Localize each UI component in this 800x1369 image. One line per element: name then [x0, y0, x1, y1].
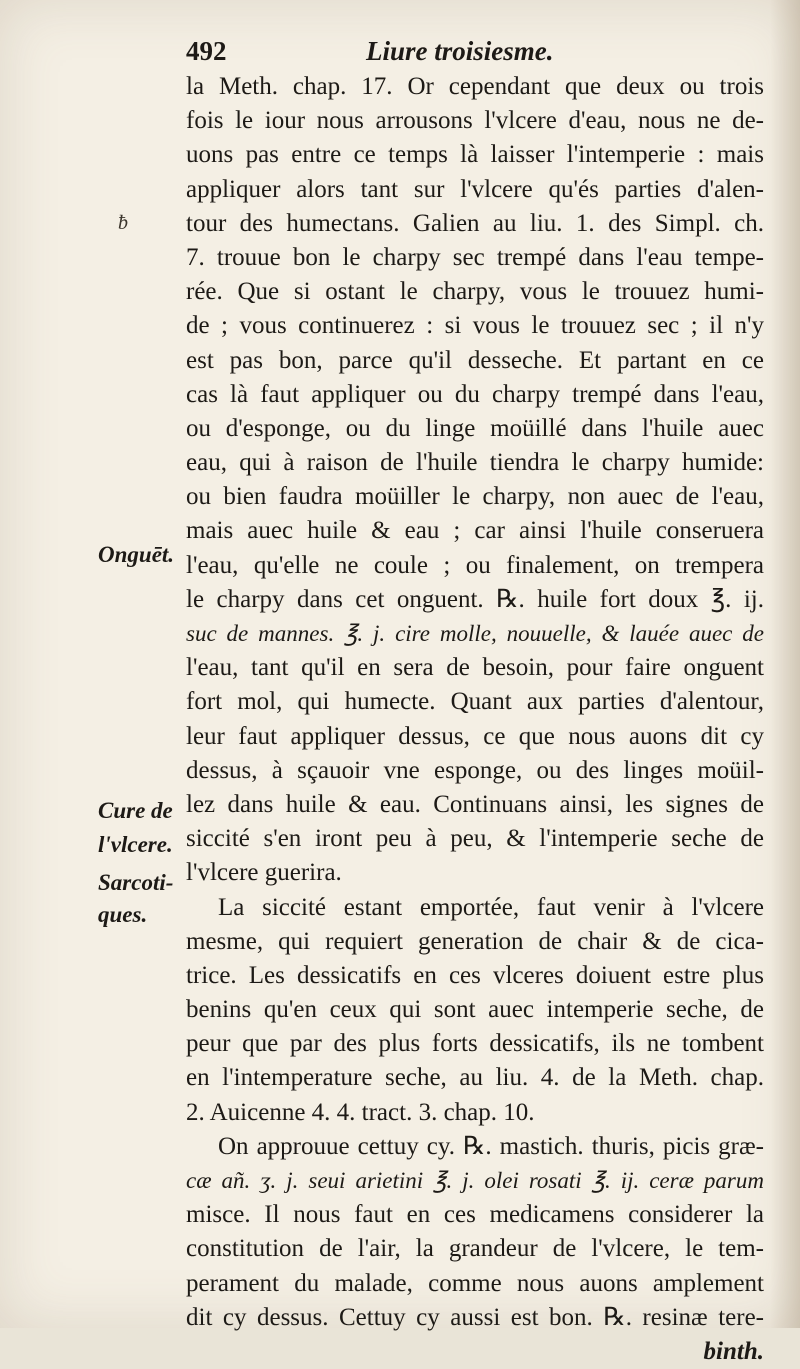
text-line: est pas bon, parce qu'il desseche. Et partant en ce [186, 346, 764, 374]
text-line: misce. Il nous faut en ces medicamens considerer la [186, 1201, 764, 1229]
text-line: La siccité estant emportée, faut venir à l'vlcere [218, 893, 764, 921]
text-line: benins qu'en ceux qui sont auec intemperie seche, de [186, 996, 764, 1024]
text-line: eau, qui à raison de l'huile tiendra le charpy humide: [186, 449, 764, 477]
text-line: en l'intemperature seche, au liu. 4. de la Meth. chap. [186, 1064, 764, 1092]
text-line: peur que par des plus forts dessicatifs, ils ne tombent [186, 1030, 764, 1058]
text-line: fois le iour nous arrousons l'vlcere d'eau, nous ne de- [186, 107, 764, 135]
text-line: lez dans huile & eau. Continuans ainsi, les signes de [186, 790, 764, 818]
text-line: mesme, qui requiert generation de chair & de cica- [186, 927, 764, 955]
catchword: binth. [703, 1337, 764, 1365]
text-line: constitution de l'air, la grandeur de l'vlcere, le tem- [186, 1235, 764, 1263]
text-line: l'eau, qu'elle ne coule ; ou finalement, on trempera [186, 551, 764, 579]
text-line: dit cy dessus. Cettuy cy aussi est bon. ℞. resinæ tere- [186, 1303, 764, 1331]
text-line: la Meth. chap. 17. Or cependant que deux ou trois [186, 73, 764, 100]
text-line: uons pas entre ce temps là laisser l'intemperie : mais [186, 141, 764, 169]
marginal-mark: ƀ [118, 212, 128, 234]
text-line: fort mol, qui humecte. Quant aux parties d'alentour, [186, 688, 764, 716]
text-line: tour des humectans. Galien au liu. 1. des Simpl. ch. [186, 209, 764, 237]
margin-note-cure-de: Cure de [98, 798, 173, 823]
text-line: siccité s'en iront peu à peu, & l'intemperie seche de [186, 825, 764, 853]
text-line: rée. Que si ostant le charpy, vous le trouuez humi- [186, 278, 764, 306]
text-line: de ; vous continuerez : si vous le trouuez sec ; il n'y [186, 312, 764, 340]
text-line: l'vlcere guerira. [186, 859, 342, 887]
text-line: 7. trouue bon le charpy sec trempé dans l'eau tempe- [186, 243, 764, 271]
text-line: ou bien faudra moüiller le charpy, non auec de l'eau, [186, 483, 764, 511]
text-line: suc de mannes. ℥. j. cire molle, nouuelle, & lauée auec de [186, 621, 764, 646]
text-line: cæ añ. ʒ. j. seui arietini ℥. j. olei rosati ℥. ij. ceræ parum [186, 1168, 764, 1193]
page-number: 492 [186, 36, 227, 66]
body-text [186, 70, 764, 1369]
text-line: ou d'esponge, ou du linge moüillé dans l'huile auec [186, 414, 764, 442]
text-line: trice. Les dessicatifs en ces vlceres doiuent estre plus [186, 961, 764, 989]
margin-note-onguent: Onguēt. [98, 542, 175, 567]
text-line: 2. Auicenne 4. 4. tract. 3. chap. 10. [186, 1098, 535, 1126]
text-line: On approuue cettuy cy. ℞. mastich. thuris, picis græ- [218, 1132, 764, 1160]
text-line: le charpy dans cet onguent. ℞. huile fort doux ℥. ij. [186, 585, 764, 613]
text-line: dessus, à sçauoir vne esponge, ou des linges moüil- [186, 756, 764, 784]
margin-note-lulcere: l'vlcere. [98, 832, 173, 857]
text-line: perament du malade, comme nous auons amplement [186, 1269, 764, 1297]
margin-note-ques: ques. [98, 902, 148, 927]
text-line: cas là faut appliquer ou du charpy trempé dans l'eau, [186, 380, 764, 408]
margin-note-sarcoti: Sarcoti- [98, 870, 174, 895]
text-line: appliquer alors tant sur l'vlcere qu'és parties d'alen- [186, 175, 764, 203]
running-title: Liure troisiesme. [366, 36, 554, 66]
text-line: l'eau, tant qu'il en sera de besoin, pour faire onguent [186, 654, 764, 682]
text-line: mais auec huile & eau ; car ainsi l'huile conseruera [186, 517, 764, 545]
text-line: leur faut appliquer dessus, ce que nous auons dit cy [186, 722, 764, 750]
